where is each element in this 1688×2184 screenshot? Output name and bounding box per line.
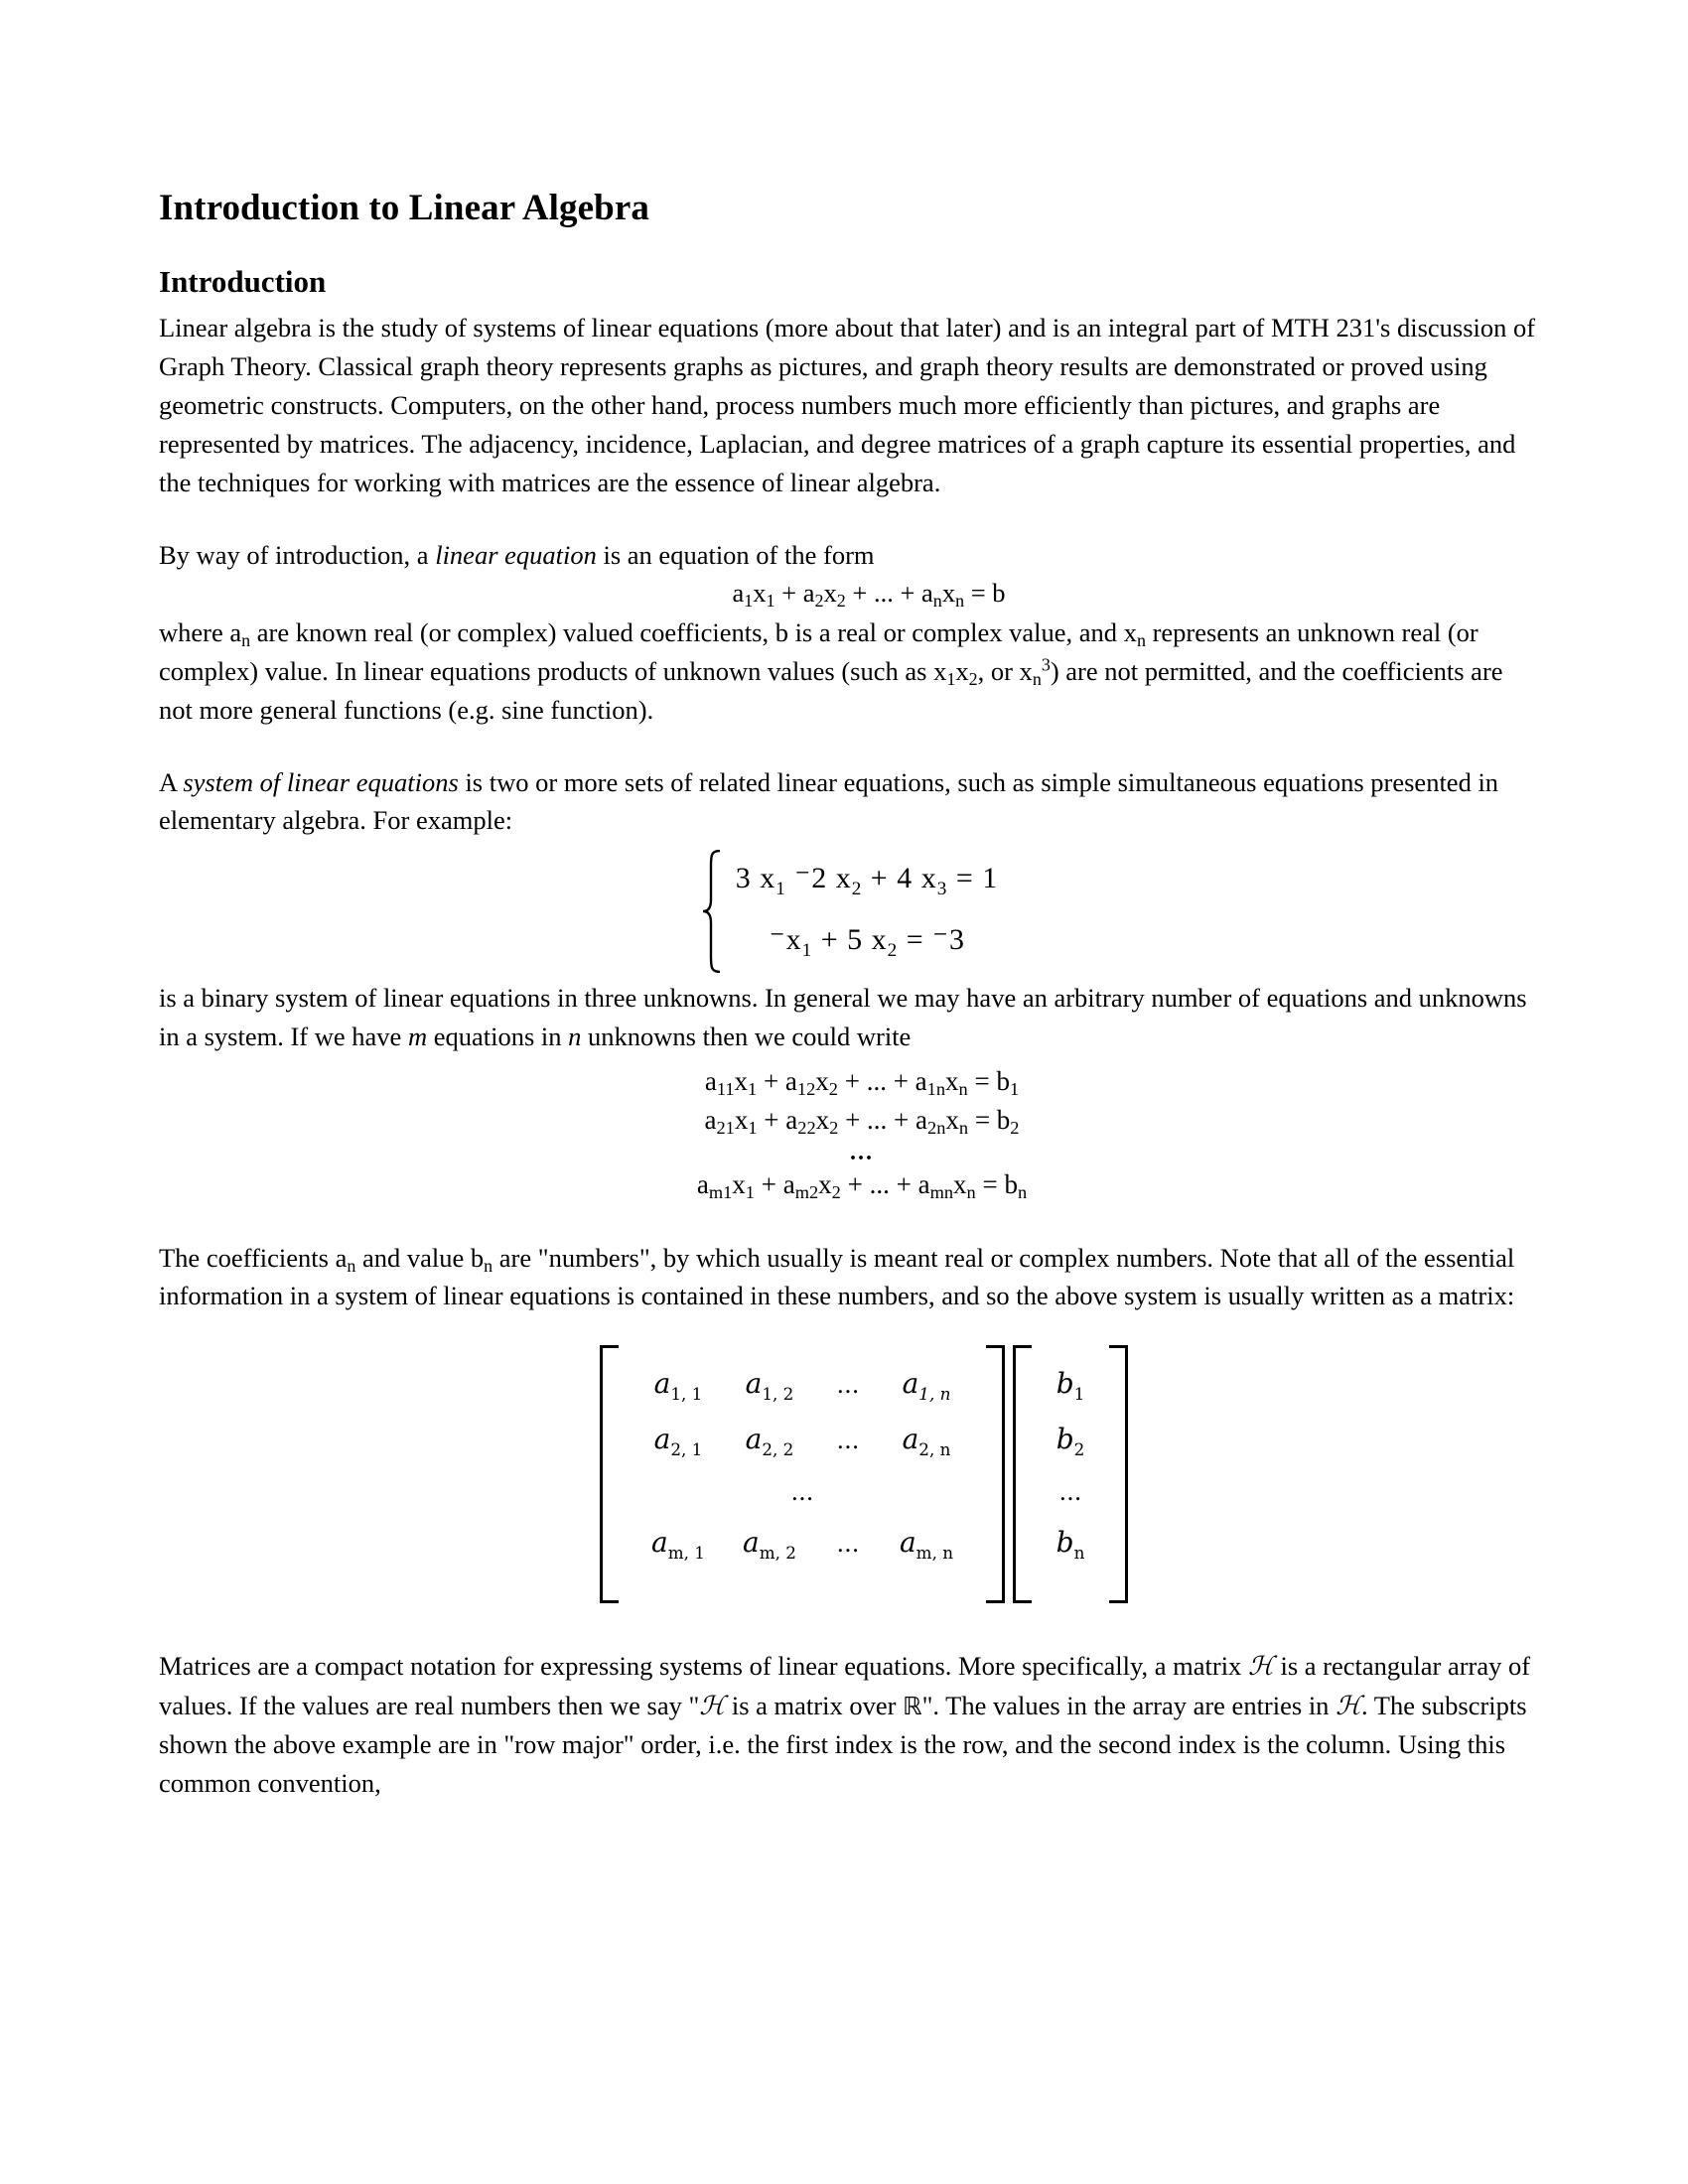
sub-xn2: n [1032,668,1042,689]
text-frag: is a matrix over [725,1690,904,1720]
blackboard-r-symbol: ℝ [903,1691,922,1720]
matrix-cell-ellipsis: ... [790,1478,814,1507]
matrix-row-ellipsis [633,1478,972,1526]
text-frag: . The subscripts shown the above example are in "row major" order, i.e. the first index is the row, and the second index is the column. Using this common convention, [159,1690,1527,1798]
text-frag: unknowns then we could write [581,1021,912,1051]
system-row-1: 3 $x_1$ ⁻2 $x_2 + 4$ $x_3 = 1$ [735,862,999,900]
general-row-2: $a_{21}x_1 + a_{22}x_2$ + ... + $a_{2n}x_n = b_2$ [704,1105,1020,1139]
vector-cell-ellipsis: ... [1058,1478,1082,1507]
equation-general-linear: $a_1x_1 + a_2x_2$ + ... + $a_nx_n = b$ [732,578,1006,612]
text-frag: ". The values in the array are entries in [921,1690,1336,1720]
system-rows [736,850,998,973]
coefficient-matrix-body [619,1345,986,1603]
paragraph-linear-equation-lead [159,536,1539,575]
script-a-symbol: ℋ [1336,1691,1361,1721]
italic-n: n [568,1021,582,1051]
vector-row [1042,1367,1099,1423]
matrix-row [633,1526,972,1581]
text-frag: and value b [355,1242,485,1273]
text-frag: Matrices are a compact notation for expressing systems of linear equations. More specifically, a matrix [159,1651,1248,1682]
sub-xn: n [1136,630,1146,651]
paragraph-matrix-notation [159,1647,1539,1802]
paragraph-general-mn [159,979,1539,1056]
general-row-ellipsis: ... [850,1139,874,1165]
italic-m: m [407,1021,428,1051]
matrix-gap [1005,1345,1013,1603]
matrix-cell: $a_{1, n}$ [902,1367,951,1405]
spacer [159,1603,1539,1647]
matrix-row [633,1423,972,1478]
script-a-symbol: ℋ [699,1691,726,1721]
left-bracket-icon [600,1345,619,1603]
text-frag: ) are not permitted, and the coefficients are not more general functions (e.g. sine function). [159,655,1503,725]
matrix-cell: $a_{2, 2}$ [745,1423,794,1460]
sub-x2: 2 [968,668,978,689]
matrix-cell: $a_{2, n}$ [902,1423,951,1460]
spacer [159,502,1539,536]
text-frag: , or x [977,655,1033,686]
sub-1b: 1 [766,591,775,612]
paragraph-numbers-matrix [159,1239,1539,1316]
matrix-cell: $a_{m, n}$ [899,1526,954,1564]
sub-2: 2 [814,591,824,612]
right-bracket-icon [986,1345,1005,1603]
vector-row [1042,1423,1099,1478]
general-row-m: $a_{m1}x_1 + a_{m2}x_2$ + ... + $a_{mn}x_n = b_n$ [696,1169,1028,1203]
vector-row-ellipsis [1042,1478,1099,1526]
matrix-cell: $a_{m, 1}$ [651,1526,705,1564]
sub-an: n [241,630,251,651]
text-frag: represents an unknown real (or complex) value. In linear equations products of unknown values (such as x [159,617,1478,686]
text-frag: is a rectangular array of values. If the values are real numbers then we say " [159,1651,1531,1720]
sub-bn: n [484,1255,493,1276]
section-heading-introduction: Introduction [159,263,327,299]
sub-an2: n [347,1255,356,1276]
matrix-cell-ellipsis: ... [836,1530,860,1559]
text-frag: are "numbers", by which usually is meant real or complex numbers. Note that all of the essential information in a system of linear equations is contained in these numbers, and so the above system is usually written as a matrix: [159,1242,1515,1311]
text-frag: are known real (or complex) valued coefficients, b is a real or complex value, and x [250,617,1137,648]
general-system-of-equations [159,1062,1539,1205]
paragraph-system-definition [159,763,1539,841]
vector-cell: $b_1$ [1055,1367,1085,1405]
general-row-1: $a_{11}x_1 + a_{12}x_2$ + ... + $a_{1n}x_n = b_1$ [704,1065,1020,1099]
text-frag: is a binary system of linear equations in three unknowns. In general we may have an arbitrary number of equations and unknowns in a system. If we have [159,983,1527,1051]
matrix-cell-ellipsis: ... [836,1371,860,1400]
spacer [159,730,1539,763]
left-bracket-icon [1013,1345,1032,1603]
system-row-2: $^-x_1 + 5$ $x_2 = ^-3$ [769,923,965,962]
sub-1: 1 [744,591,754,612]
sub-2b: 2 [836,591,846,612]
right-bracket-icon [1109,1345,1128,1603]
sub-n: n [932,591,942,612]
page-title: Introduction to Linear Algebra [159,188,649,228]
vector-cell: $b_n$ [1055,1526,1085,1564]
paragraph-coefficients [159,614,1539,729]
coefficient-matrix [600,1345,1005,1603]
left-brace-icon [700,850,726,973]
spacer [159,1205,1539,1239]
example-system-of-equations [159,850,1539,973]
matrix-cell: $a_{1, 1}$ [653,1367,703,1405]
matrix-cell-ellipsis: ... [836,1427,860,1455]
sub-x1: 1 [946,668,956,689]
text-frag: x [955,655,969,686]
italic-term-linear-equation: linear equation [435,539,597,570]
text-frag: is two or more sets of related linear equations, such as simple simultaneous equations presented in elementary algebra. For example: [159,766,1499,836]
text-frag: equations in [427,1021,569,1051]
matrix-cell: $a_{m, 2}$ [743,1526,796,1564]
script-a-symbol: ℋ [1247,1652,1274,1683]
lead-text-before-italic: By way of introduction, a [159,539,436,570]
augmented-matrix [159,1345,1539,1603]
text-frag: A [159,766,184,797]
text-frag: where a [159,617,242,648]
paragraph-intro: Linear algebra is the study of systems of linear equations (more about that later) and is an integral part of MTH 231's discussion of Graph Theory. Classical graph theory represents graphs as pictures, and graph theory results are demonstrated or proved using geometric constructs. Computers, on the other hand, process numbers much more efficiently than pictures, and graphs are represented by matrices. The adjacency, incidence, Laplacian, and degree matrices of a graph capture its essential properties, and the techniques for working with matrices are the essence of linear algebra. [159,313,1536,497]
sub-nb: n [955,591,965,612]
matrix-cell: $a_{1, 2}$ [745,1367,794,1405]
lead-text-after-italic: is an equation of the form [596,539,875,570]
sup-cube: 3 [1041,654,1051,675]
matrix-row [633,1367,972,1423]
text-frag: The coefficients a [159,1242,348,1273]
vector-cell: $b_2$ [1055,1423,1085,1460]
vector-row [1042,1526,1099,1581]
italic-term-system-of-linear-equations: system of linear equations [183,766,459,797]
constants-vector-body [1032,1345,1109,1603]
constants-vector [1013,1345,1128,1603]
matrix-cell: $a_{2, 1}$ [653,1423,703,1460]
